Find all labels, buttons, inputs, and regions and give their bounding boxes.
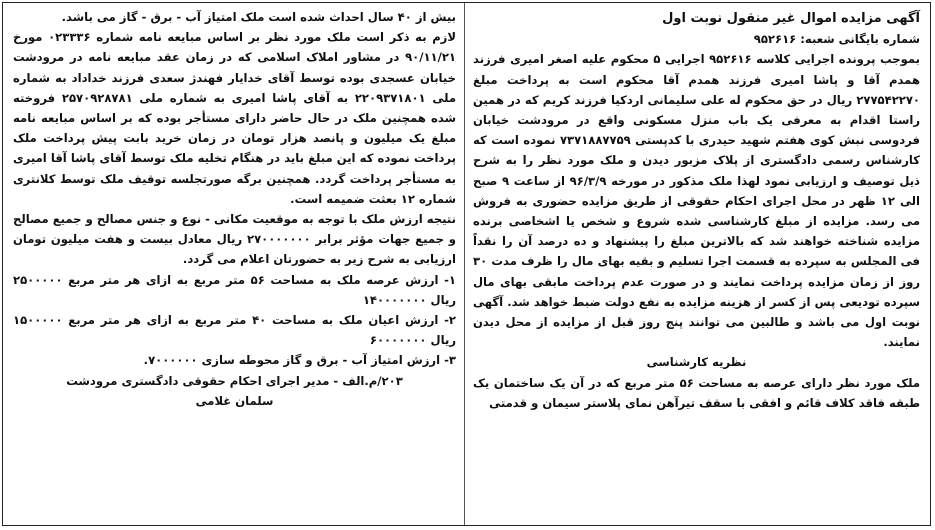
signature-name: سلمان غلامی	[195, 393, 274, 408]
right-column	[464, 3, 930, 525]
ownership-paragraph: لازم به ذکر است ملک مورد نظر بر اساس مبایعه نامه شماره ۰۲۳۳۳۶ مورخ ۹۰/۱۱/۲۱ در مشاور املاک اسلامی که در زمان عقد مبایعه نامه در مرودشت خیابان عسجدی بوده توسط آقای خدایار فهندژ سعدی فرزند خداداد به شماره ملی ۲۲۰۹۳۷۱۸۰۱ به آقای پاشا امیری به شماره ملی ۲۵۷۰۹۲۸۷۸۱ فروخته شده همچنین ملک در حال حاضر دارای مستأجر بوده که بر اساس مبایعه نامه مبلغ یک میلیون و پانصد هزار تومان در زمان خرید بابت پیش پرداخت ملک پرداخت نموده که این مبلغ باید در هنگام تخلیه ملک توسط آقای پاشا آقا امیری به مستأجر پرداخت گردد. همچنین برگه صورتجلسه توقیف ملک توسط کلانتری شماره ۱۲ بعثت ضمیمه است.	[13, 30, 456, 206]
valuation-item-building: ۲- ارزش اعیان ملک به مساحت ۴۰ متر مربع به ازای هر متر مربع ۱۵۰۰۰۰۰ ریال ۶۰۰۰۰۰۰۰	[13, 313, 456, 348]
notice-body: بموجب پرونده اجرایی کلاسه ۹۵۲۶۱۶ اجرایی ۵ محکوم علیه اصغر امیری فرزند همدم آقا و پاشا امیری فرزند همدم آقا محکوم است به پرداخت مبلغ ۲۷۷۵۴۲۲۷۰ ریال در حق محکوم له علی سلیمانی اردکیا فرزند کریم که در همین راستا اقدام به معرفی یک باب منزل مسکونی واقع در مرودشت خیابان فردوسی نبش کوی هفتم شهید حیدری با کدپستی ۷۳۷۱۸۸۷۷۵۹ نموده است که کارشناس رسمی دادگستری از پلاک مزبور دیدن و ملک مورد نظر را به شرح ذیل توصیف و ارزیابی نمود لهذا ملک مذکور در مورخه ۹۶/۳/۹ از ساعت ۹ صبح الی ۱۲ ظهر در محل اجرای احکام حقوقی از طریق مزایده حضوری به فروش می رسد. مزایده از مبلغ کارشناسی شده شروع و شخص یا اشخاصی برنده مزایده شناخته خواهند شد که بالاترین مبلغ را پیشنهاد و ده درصد آن را نقداً فی المجلس به سپرده به قسمت اجرا تسلیم و بقیه بهای مال را ظرف مدت ۳۰ روز از زمان مزایده پرداخت نمایند و در صورت عدم پرداخت مابقی بهای مال سپرده تودیعی پس از کسر از هزینه مزایده به نفع دولت ضبط خواهد شد. آگهی نوبت اول می باشد و طالبین می توانند پنج روز قبل از مزایده از محل دیدن نمایند.	[473, 52, 921, 350]
utilities-paragraph: بیش از ۴۰ سال احداث شده است ملک امتیاز آب - برق - گاز می باشد.	[61, 10, 456, 24]
valuation-paragraph: نتیجه ارزش ملک با توجه به موقعیت مکانی - نوع و جنس مصالح و جمیع مصالح و جمیع جهات مؤثر برابر ۲۷۰۰۰۰۰۰۰ ریال معادل بیست و هفت میلیون تومان ارزیابی به شرح زیر به حضورتان اعلام می گردد.	[13, 212, 456, 267]
notice-title: آگهی مزایده اموال غیر منقول نوبت اول	[662, 11, 920, 26]
left-column	[3, 3, 466, 525]
signature-title: ۲۰۳/م.الف - مدیر اجرای احکام حقوقی دادگستری مرودشت	[66, 373, 403, 388]
valuation-item-utilities: ۳- ارزش امتیاز آب - برق و گاز محوطه سازی ۷۰۰۰۰۰۰.	[143, 353, 456, 368]
valuation-item-land: ۱- ارزش عرصه ملک به مساحت ۵۶ متر مربع به ازای هر متر مربع ۲۵۰۰۰۰۰ ریال ۱۴۰۰۰۰۰۰۰	[13, 272, 456, 307]
notice-page	[2, 2, 931, 526]
expert-text: ملک مورد نظر دارای عرصه به مساحت ۵۶ متر مربع که در آن یک ساختمان یک طبقه فاقد کلاف قائم و افقی با سقف تیرآهن نمای پلاستر سیمان و قدمتی	[473, 375, 920, 410]
archive-number: شماره بایگانی شعبه: ۹۵۲۶۱۶	[753, 32, 920, 47]
expert-heading: نظریه کارشناسی	[646, 355, 747, 370]
